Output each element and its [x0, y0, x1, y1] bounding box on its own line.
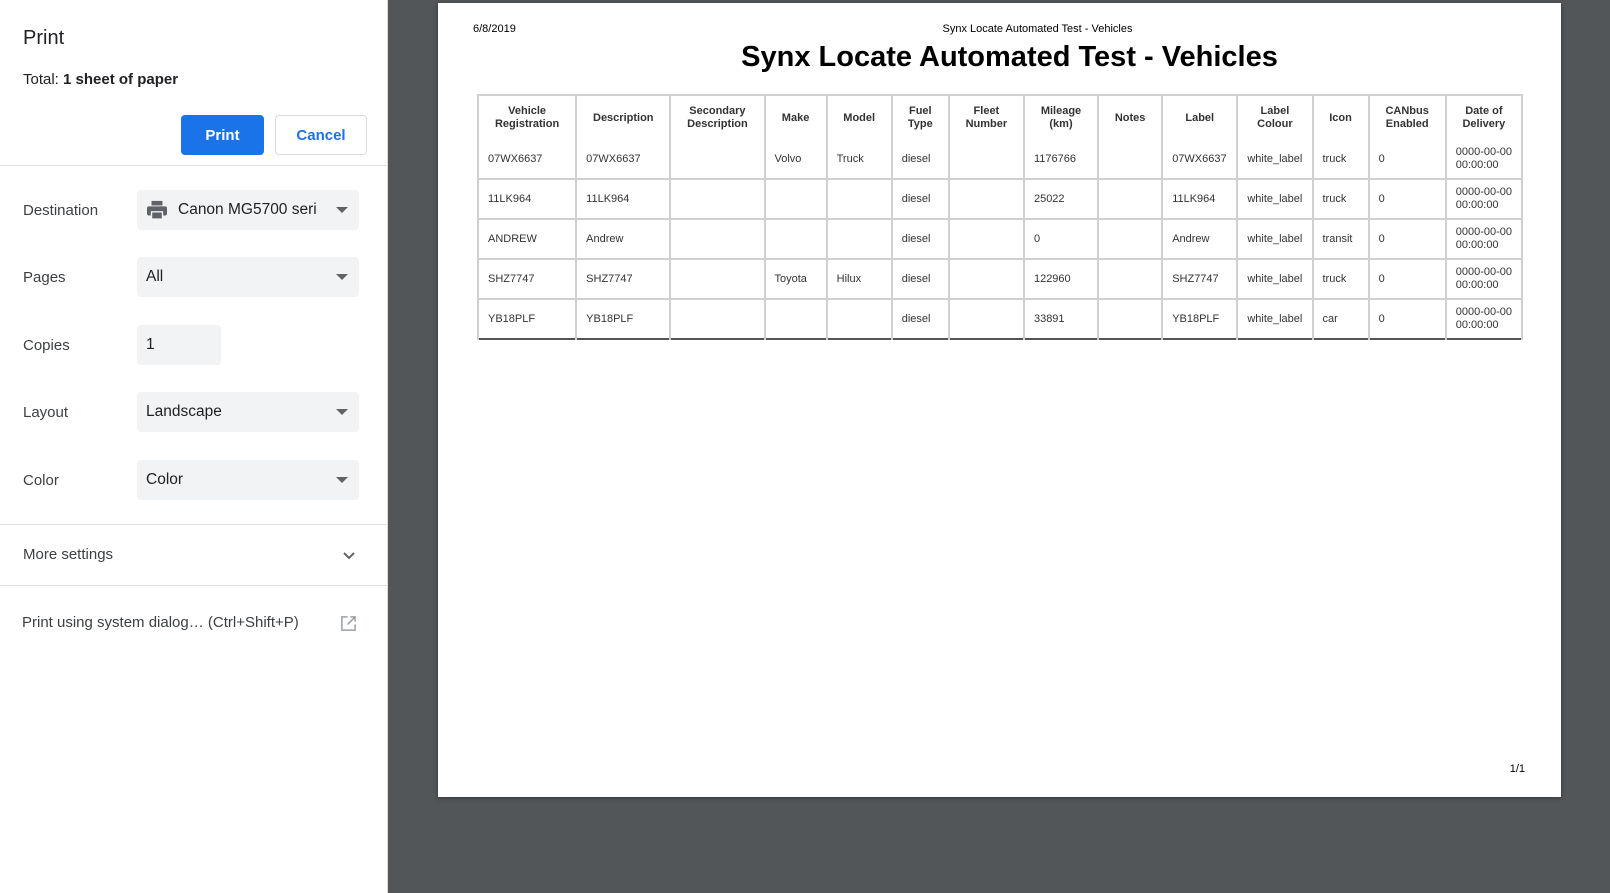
- table-row: [478, 179, 1522, 219]
- copies-label: Copies: [23, 337, 70, 354]
- table-cell: SHZ7747: [1162, 259, 1237, 299]
- page-number: 1/1: [1509, 763, 1525, 775]
- total-value: 1 sheet of paper: [63, 71, 179, 88]
- layout-select[interactable]: [137, 392, 359, 432]
- table-cell: 11LK964: [1162, 179, 1237, 219]
- table-cell: 11LK964: [478, 179, 576, 219]
- column-header: Vehicle Registration: [478, 95, 576, 140]
- table-cell: ANDREW: [478, 219, 576, 259]
- print-button[interactable]: Print: [181, 115, 264, 155]
- table-cell: SHZ7747: [478, 259, 576, 299]
- color-select[interactable]: [137, 460, 359, 500]
- table-cell: 33891: [1024, 299, 1098, 339]
- table-row: [478, 219, 1522, 259]
- table-cell: 0000-00-00 00:00:00: [1446, 259, 1522, 299]
- table-cell: [765, 299, 827, 339]
- table-cell: white_label: [1237, 219, 1312, 259]
- table-cell: 0: [1369, 140, 1446, 179]
- column-header: Model: [827, 95, 892, 140]
- divider: [0, 165, 388, 166]
- table-header-row: [478, 95, 1522, 140]
- table-cell: [670, 179, 764, 219]
- table-row: [478, 140, 1522, 179]
- table-cell: diesel: [892, 179, 949, 219]
- destination-value: Canon MG5700 seri: [178, 201, 317, 218]
- table-cell: [949, 299, 1024, 339]
- table-cell: 1176766: [1024, 140, 1098, 179]
- table-cell: 0: [1369, 179, 1446, 219]
- table-cell: truck: [1313, 179, 1369, 219]
- table-cell: YB18PLF: [1162, 299, 1237, 339]
- table-cell: [1098, 219, 1162, 259]
- chevron-down-icon: [336, 409, 348, 415]
- table-cell: Toyota: [765, 259, 827, 299]
- page-date: 6/8/2019: [473, 23, 516, 35]
- divider: [0, 585, 388, 586]
- table-cell: 07WX6637: [478, 140, 576, 179]
- cancel-button[interactable]: Cancel: [275, 115, 367, 155]
- table-cell: white_label: [1237, 259, 1312, 299]
- table-cell: Andrew: [1162, 219, 1237, 259]
- table-cell: 0: [1024, 219, 1098, 259]
- table-cell: car: [1313, 299, 1369, 339]
- layout-label: Layout: [23, 404, 69, 421]
- table-cell: [1098, 299, 1162, 339]
- table-cell: [949, 140, 1024, 179]
- column-header: Description: [576, 95, 670, 140]
- print-settings-panel: [0, 0, 388, 893]
- column-header: Label Colour: [1237, 95, 1312, 140]
- column-header: Date of Delivery: [1446, 95, 1522, 140]
- column-header: Label: [1162, 95, 1237, 140]
- column-header: Secondary Description: [670, 95, 764, 140]
- layout-value: Landscape: [146, 403, 222, 420]
- table-cell: YB18PLF: [576, 299, 670, 339]
- table-cell: diesel: [892, 259, 949, 299]
- table-cell: [765, 179, 827, 219]
- table-cell: 07WX6637: [576, 140, 670, 179]
- chevron-down-icon: [336, 207, 348, 213]
- total-sheets: [23, 71, 178, 88]
- table-cell: white_label: [1237, 179, 1312, 219]
- page-title: Synx Locate Automated Test - Vehicles: [741, 41, 1278, 73]
- print-dialog-title: Print: [23, 27, 65, 49]
- table-cell: 07WX6637: [1162, 140, 1237, 179]
- column-header: Fuel Type: [892, 95, 949, 140]
- column-header: CANbus Enabled: [1369, 95, 1446, 140]
- column-header: Mileage (km): [1024, 95, 1098, 140]
- table-cell: diesel: [892, 140, 949, 179]
- table-cell: [670, 140, 764, 179]
- table-cell: [827, 219, 892, 259]
- table-cell: 0000-00-00 00:00:00: [1446, 179, 1522, 219]
- table-cell: 0: [1369, 299, 1446, 339]
- table-cell: [765, 219, 827, 259]
- open-external-icon[interactable]: [340, 615, 357, 632]
- table-cell: Volvo: [765, 140, 827, 179]
- table-cell: 25022: [1024, 179, 1098, 219]
- table-cell: [1098, 179, 1162, 219]
- column-header: Notes: [1098, 95, 1162, 140]
- more-settings-toggle[interactable]: More settings: [23, 546, 114, 563]
- print-preview-page: [438, 3, 1561, 797]
- pages-value: All: [146, 268, 164, 285]
- table-cell: 0: [1369, 219, 1446, 259]
- vehicles-table: [477, 94, 1523, 340]
- table-cell: 0000-00-00 00:00:00: [1446, 299, 1522, 339]
- pages-label: Pages: [23, 269, 66, 286]
- total-label: Total:: [23, 71, 64, 88]
- printer-icon: [146, 200, 168, 220]
- table-cell: [670, 219, 764, 259]
- table-cell: 0000-00-00 00:00:00: [1446, 140, 1522, 179]
- table-cell: 122960: [1024, 259, 1098, 299]
- column-header: Fleet Number: [949, 95, 1024, 140]
- table-cell: [670, 299, 764, 339]
- table-cell: white_label: [1237, 140, 1312, 179]
- chevron-down-icon: [336, 274, 348, 280]
- table-cell: truck: [1313, 140, 1369, 179]
- destination-label: Destination: [23, 202, 99, 219]
- table-row: [478, 259, 1522, 299]
- table-cell: Hilux: [827, 259, 892, 299]
- table-cell: Andrew: [576, 219, 670, 259]
- table-cell: [949, 219, 1024, 259]
- table-cell: [827, 179, 892, 219]
- table-row: [478, 299, 1522, 339]
- color-label: Color: [23, 472, 59, 489]
- copies-input[interactable]: 1: [137, 325, 221, 365]
- expand-chevron-icon[interactable]: [341, 548, 357, 564]
- table-cell: 11LK964: [576, 179, 670, 219]
- table-cell: [1098, 259, 1162, 299]
- table-cell: [827, 299, 892, 339]
- divider: [0, 524, 388, 525]
- table-cell: Truck: [827, 140, 892, 179]
- column-header: Icon: [1313, 95, 1369, 140]
- table-cell: transit: [1313, 219, 1369, 259]
- table-cell: truck: [1313, 259, 1369, 299]
- column-header: Make: [765, 95, 827, 140]
- table-cell: [1098, 140, 1162, 179]
- destination-select[interactable]: [137, 190, 359, 230]
- color-value: Color: [146, 471, 184, 488]
- table-cell: diesel: [892, 299, 949, 339]
- chevron-down-icon: [336, 477, 348, 483]
- table-cell: white_label: [1237, 299, 1312, 339]
- page-header: Synx Locate Automated Test - Vehicles: [942, 23, 1133, 35]
- table-cell: SHZ7747: [576, 259, 670, 299]
- pages-select[interactable]: [137, 257, 359, 297]
- table-cell: [949, 179, 1024, 219]
- table-cell: [949, 259, 1024, 299]
- table-cell: 0: [1369, 259, 1446, 299]
- table-cell: [670, 259, 764, 299]
- table-cell: YB18PLF: [478, 299, 576, 339]
- table-cell: 0000-00-00 00:00:00: [1446, 219, 1522, 259]
- table-cell: diesel: [892, 219, 949, 259]
- system-dialog-link[interactable]: Print using system dialog… (Ctrl+Shift+P): [22, 614, 299, 631]
